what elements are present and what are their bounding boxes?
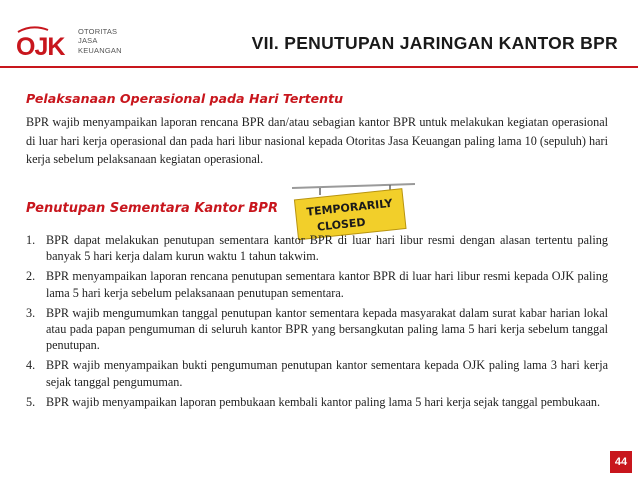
- list-item-text: BPR wajib menyampaikan bukti pengumuman penutupan kantor sementara kepada OJK paling lama 3 hari kerja sejak tanggal pengumuman.: [46, 358, 608, 389]
- list-item: [26, 268, 608, 301]
- logo-wordmark: [78, 27, 122, 55]
- list-item-number: 3.: [26, 305, 36, 320]
- list-item: [26, 305, 608, 354]
- section-body-operasional: BPR wajib menyampaikan laporan rencana BPR dan/atau sebagian kantor BPR untuk melakukan kegiatan operasional di luar hari kerja operasional dan pada hari libur nasional kepada Otoritas Jasa Keuangan paling lama 10 (sepuluh) hari kerja sebelum pelaksanaan kegiatan operasional.: [26, 115, 608, 166]
- section-title-penutupan: Penutupan Sementara Kantor BPR: [26, 201, 278, 216]
- logo-mark-text: OJK: [16, 33, 65, 60]
- list-item-number: 5.: [26, 394, 36, 409]
- ojk-logo: [14, 26, 144, 60]
- sign-line-1: TEMPORARILY: [306, 196, 394, 219]
- logo-line-3: KEUANGAN: [78, 45, 122, 55]
- list-item-text: BPR dapat melakukan penutupan sementara kantor BPR di luar hari libur resmi dengan alasan tertentu paling banyak 5 hari kerja dalam kurun waktu 1 tahun takwim.: [46, 233, 608, 264]
- penutupan-list: [26, 232, 608, 414]
- section-title-operasional: Pelaksanaan Operasional pada Hari Tertentu: [26, 91, 344, 106]
- header-divider: [0, 66, 638, 68]
- page-title: VII. PENUTUPAN JARINGAN KANTOR BPR: [251, 33, 618, 53]
- temporarily-closed-sign-image: [290, 180, 415, 240]
- logo-line-2: JASA: [78, 36, 98, 46]
- list-item-number: 1.: [26, 233, 36, 247]
- ojk-logo-mark: [14, 26, 74, 60]
- list-item-text: BPR menyampaikan laporan rencana penutupan sementara kantor BPR di luar hari libur resmi kepada OJK paling lama 5 hari kerja sebelum pelaksanaan penutupan sementara.: [46, 269, 608, 300]
- page-number-badge: 44: [610, 451, 632, 473]
- list-item-text: BPR wajib menyampaikan laporan pembukaan kembali kantor paling lama 5 hari kerja sejak tanggal pembukaan.: [46, 394, 601, 409]
- logo-line-1: OTORITAS: [78, 27, 118, 36]
- list-item: [26, 394, 608, 410]
- list-item: [26, 357, 608, 390]
- list-item: [26, 232, 608, 265]
- list-item-number: 4.: [26, 358, 36, 373]
- sign-line-2: CLOSED: [316, 215, 367, 234]
- list-item-number: 2.: [26, 269, 36, 284]
- list-item-text: BPR wajib mengumumkan tanggal penutupan kantor sementara kepada masyarakat dalam surat kabar harian lokal atau pada papan pengumuman di seluruh kantor BPR yang bersangkutan paling lama 5 hari kerja sebelum tanggal penutupan.: [46, 305, 608, 353]
